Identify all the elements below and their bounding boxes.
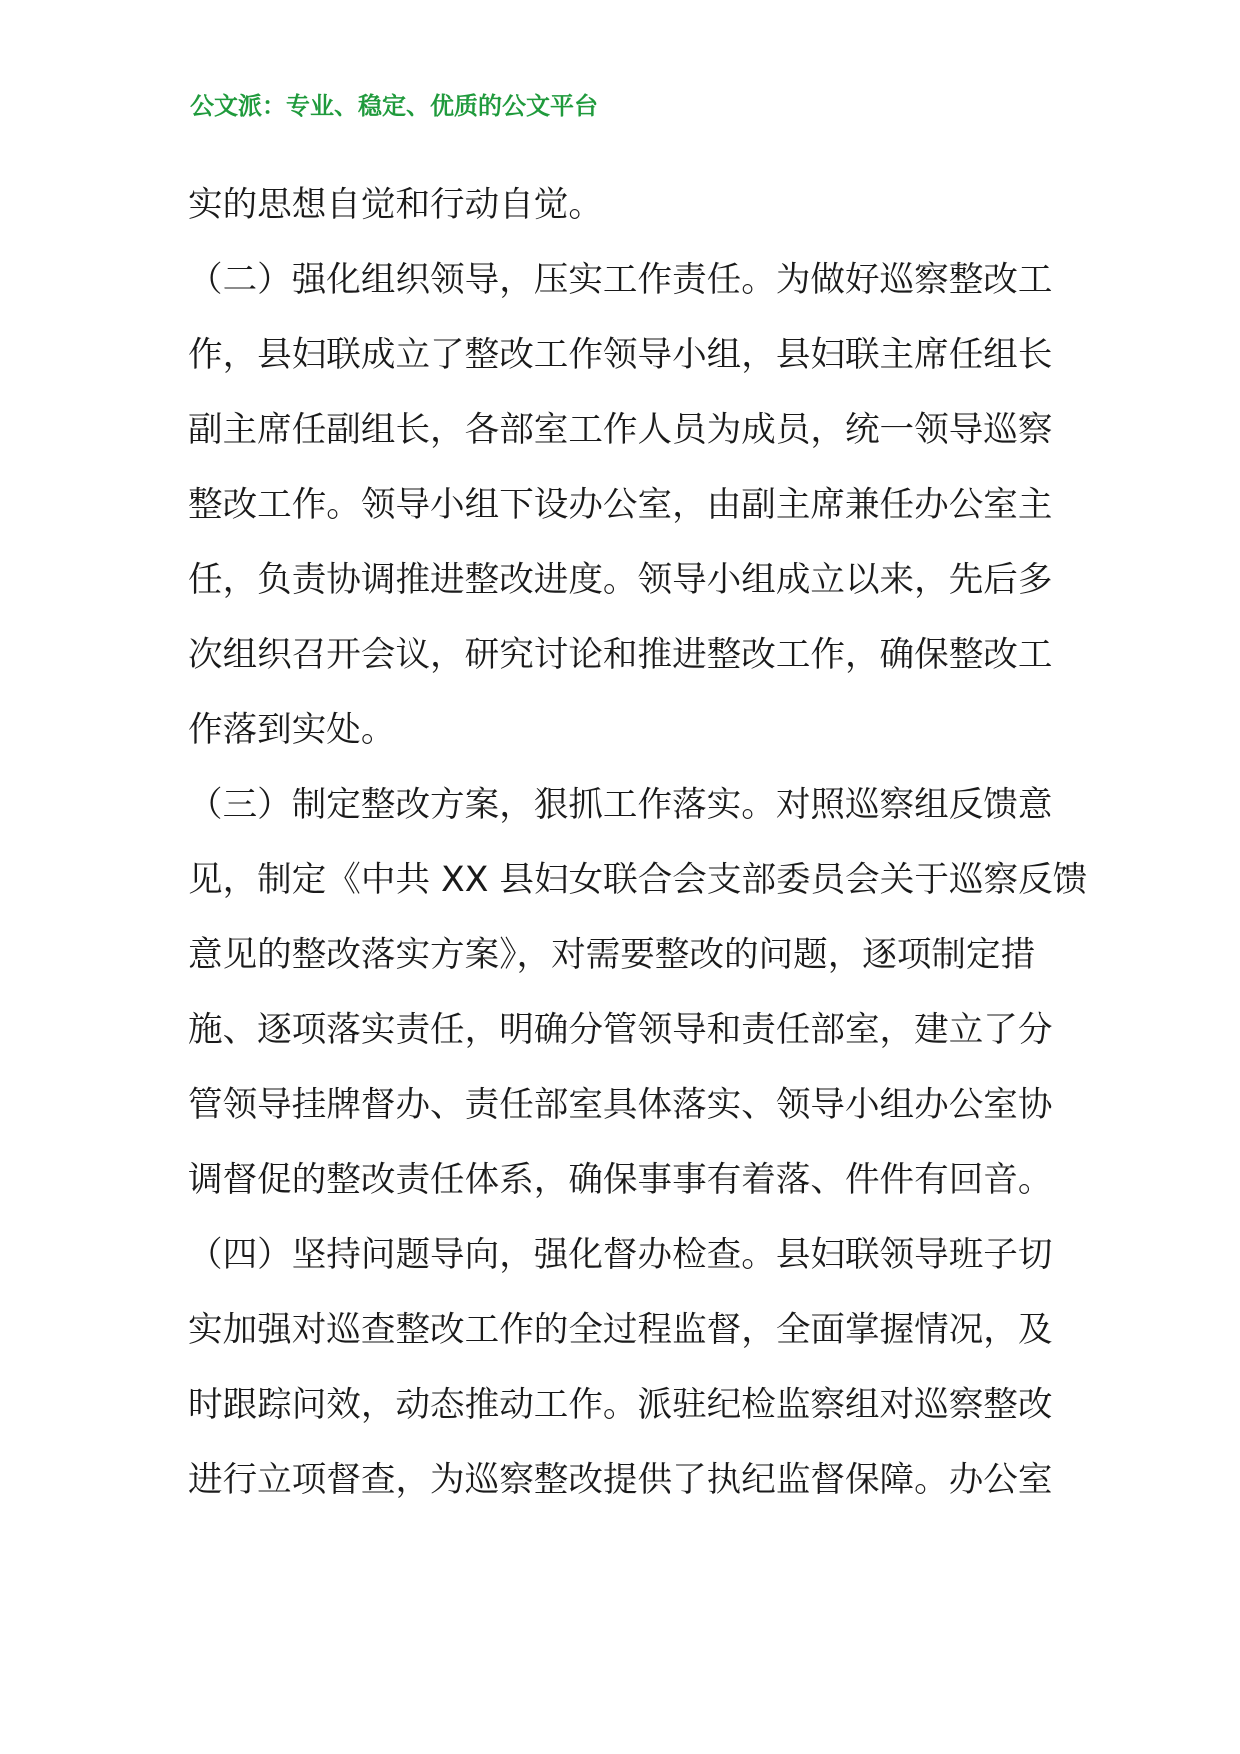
text-line: 管领导挂牌督办、责任部室具体落实、领导小组办公室协 (188, 1085, 1053, 1125)
text-line: 次组织召开会议，研究讨论和推进整改工作，确保整改工 (188, 635, 1053, 675)
text-line: 实的思想自觉和行动自觉。 (188, 185, 603, 225)
text-line: 作，县妇联成立了整改工作领导小组，县妇联主席任组长 (188, 335, 1053, 375)
text-line: 时跟踪问效，动态推动工作。派驻纪检监察组对巡察整改 (188, 1385, 1053, 1425)
text-line: （四）坚持问题导向，强化督办检查。县妇联领导班子切 (188, 1235, 1053, 1275)
text-line: 施、逐项落实责任，明确分管领导和责任部室，建立了分 (188, 1010, 1053, 1050)
text-line: 进行立项督查，为巡察整改提供了执纪监督保障。办公室 (188, 1460, 1053, 1500)
document-body (188, 168, 1088, 1518)
text-line: 副主席任副组长，各部室工作人员为成员，统一领导巡察 (188, 410, 1053, 450)
text-line: （二）强化组织领导，压实工作责任。为做好巡察整改工 (188, 260, 1053, 300)
text-line: 见，制定《中共 XX 县妇女联合会支部委员会关于巡察反馈 (188, 860, 1088, 900)
text-line: 调督促的整改责任体系，确保事事有着落、件件有回音。 (188, 1160, 1053, 1200)
text-line: 任，负责协调推进整改进度。领导小组成立以来，先后多 (188, 560, 1053, 600)
text-line: 实加强对巡查整改工作的全过程监督，全面掌握情况，及 (188, 1310, 1053, 1350)
text-line: （三）制定整改方案，狠抓工作落实。对照巡察组反馈意 (188, 785, 1053, 825)
text-line: 作落到实处。 (188, 710, 396, 750)
text-line: 意见的整改落实方案》，对需要整改的问题，逐项制定措 (188, 935, 1036, 975)
text-line: 整改工作。领导小组下设办公室，由副主席兼任办公室主 (188, 485, 1053, 525)
header-title: 公文派：专业、稳定、优质的公文平台 (190, 92, 598, 120)
